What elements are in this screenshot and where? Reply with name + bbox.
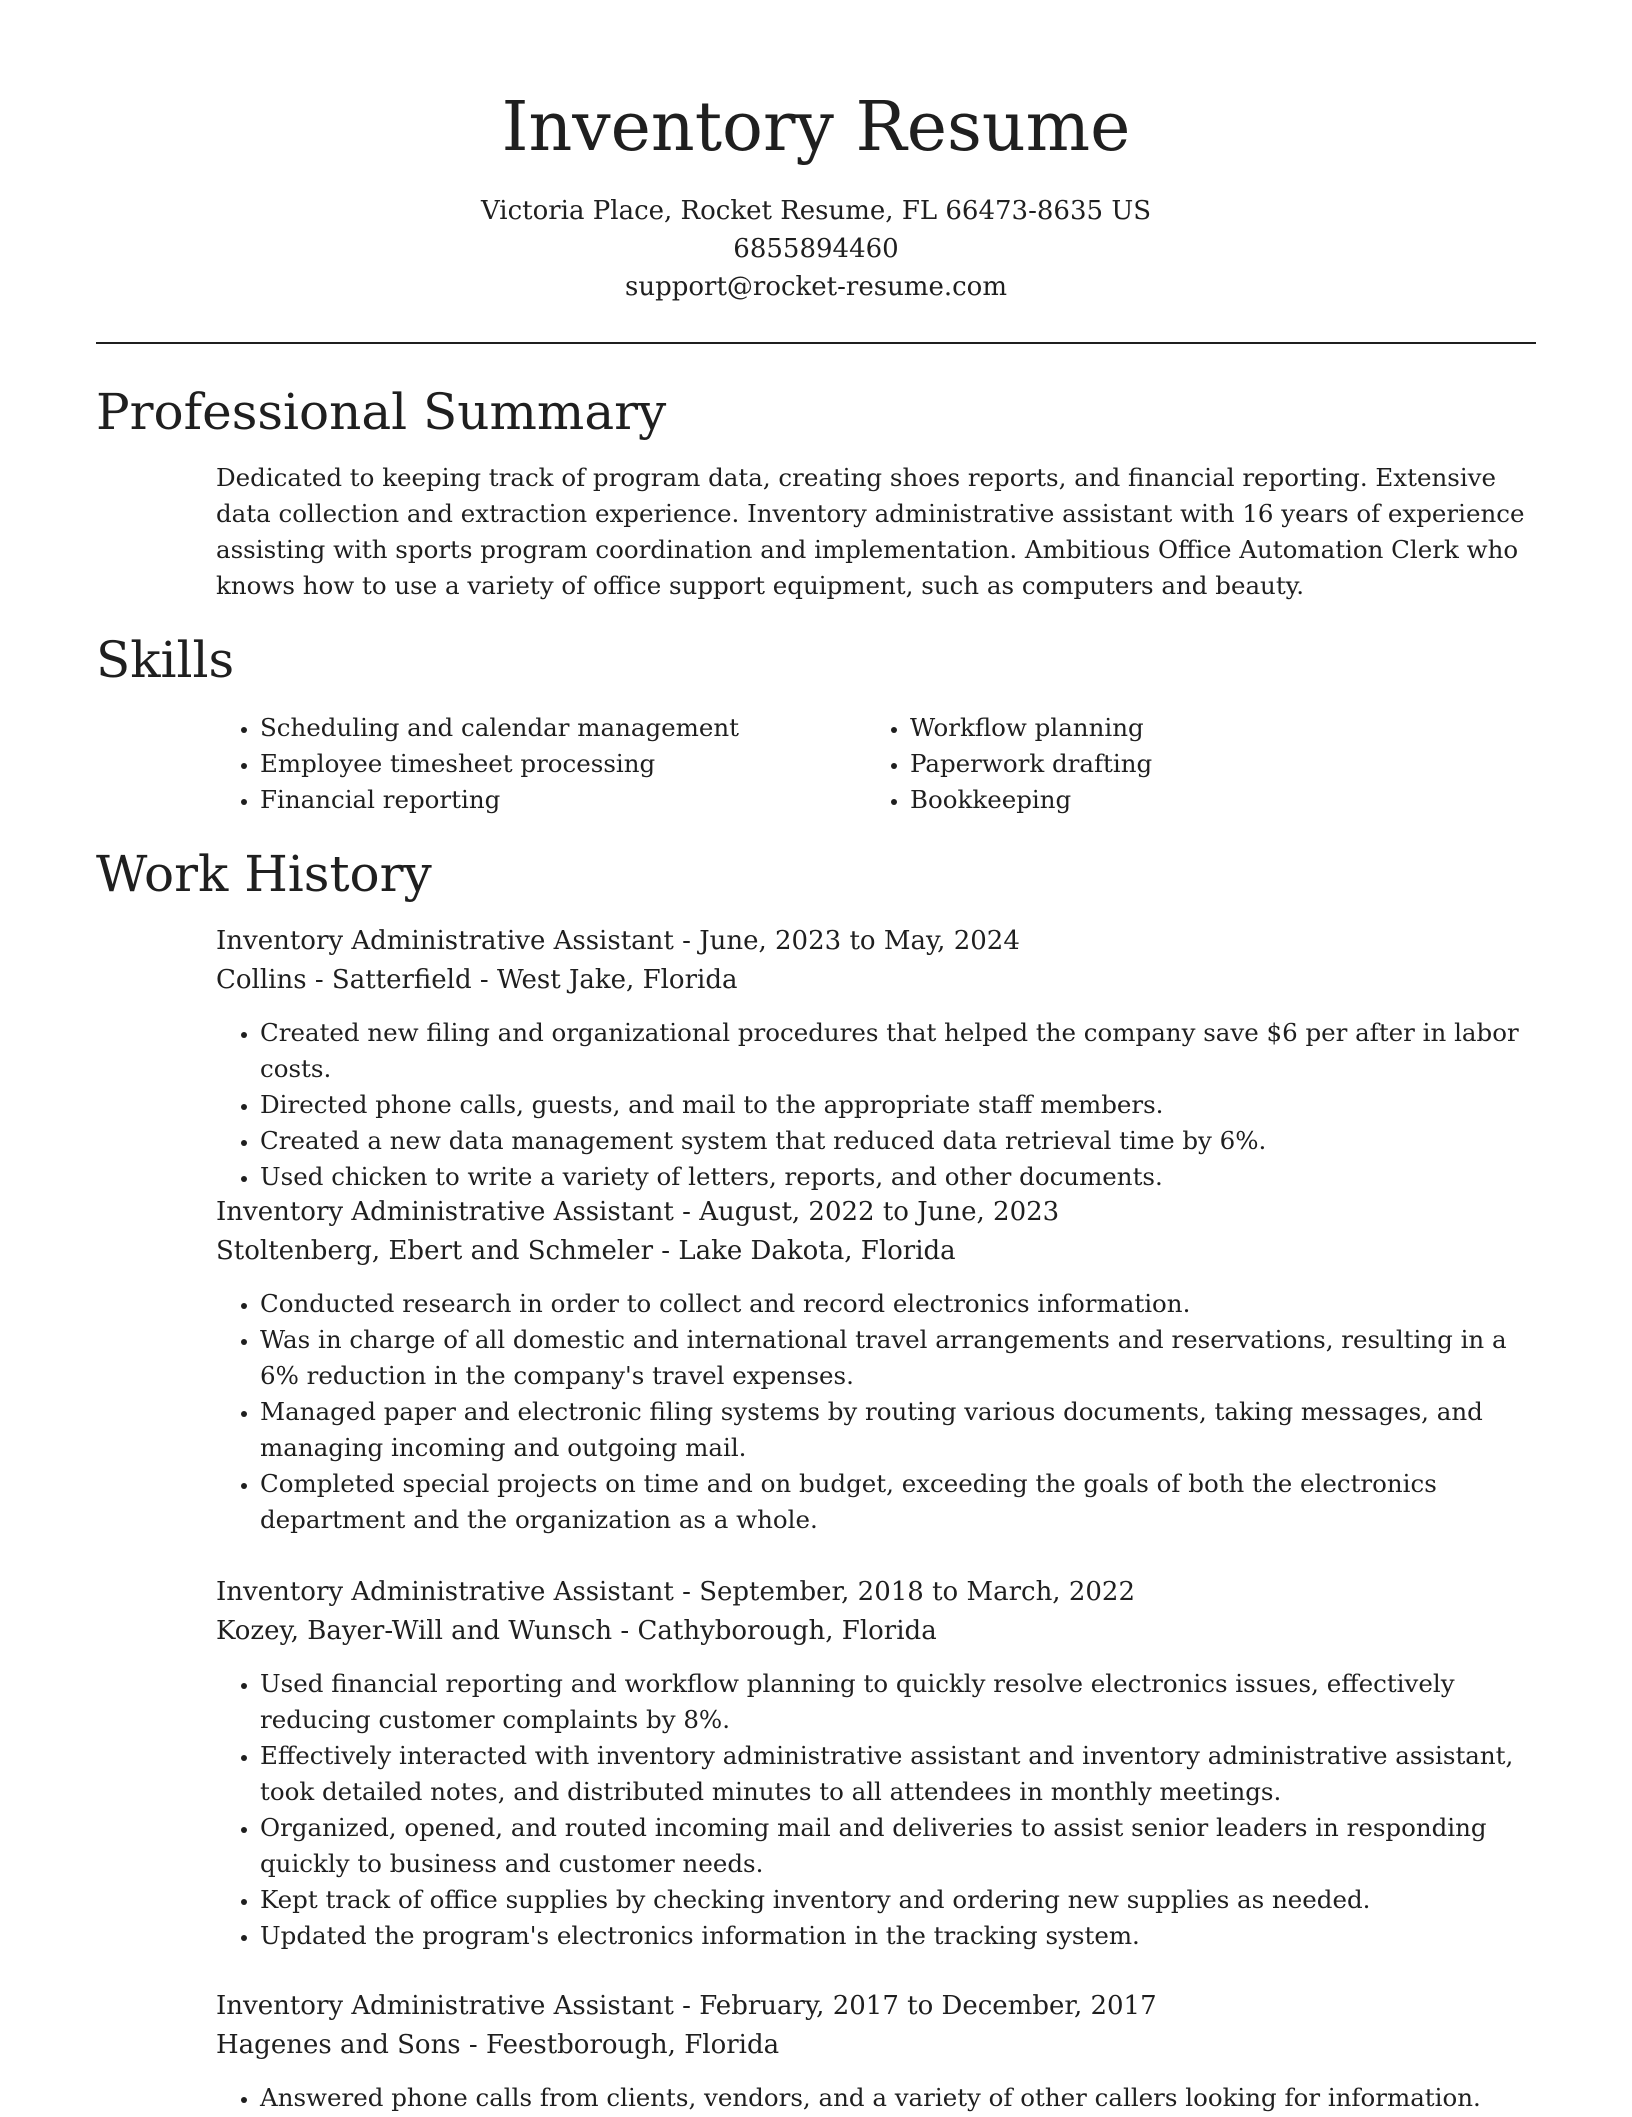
- job-company: Collins - Satterfield: [216, 965, 472, 995]
- job-title: Inventory Administrative Assistant: [216, 1197, 674, 1227]
- job-bullet: • Answered phone calls from clients, vendors, and a variety of other callers looking for information.: [260, 2080, 1536, 2116]
- contact-email: support@rocket-resume.com: [624, 272, 1007, 302]
- work-history-heading: Work History: [96, 845, 432, 903]
- skill-item: • Scheduling and calendar management: [260, 710, 866, 746]
- job-bullet: • Created new filing and organizational procedures that helped the company save $6 per after in labor costs.: [260, 1015, 1536, 1087]
- job-bullets: [216, 1666, 1536, 1954]
- job-bullets: [216, 2080, 1536, 2116]
- summary-heading: Professional Summary: [96, 383, 667, 441]
- resume-title: Inventory Resume: [501, 88, 1131, 167]
- job-company-line: Hagenes and Sons - Feestborough, Florida: [216, 2030, 780, 2060]
- job-company-line: Kozey, Bayer-Will and Wunsch - Cathyborough, Florida: [216, 1616, 937, 1646]
- job-title-line: Inventory Administrative Assistant - September, 2018 to March, 2022: [216, 1577, 1136, 1607]
- job-company: Stoltenberg, Ebert and Schmeler: [216, 1236, 654, 1266]
- job-bullet: • Managed paper and electronic filing systems by routing various documents, taking messages, and managing incoming and outgoing mail.: [260, 1394, 1536, 1466]
- job-bullet: • Completed special projects on time and on budget, exceeding the goals of both the electronics department and the organization as a whole.: [260, 1466, 1536, 1538]
- job-bullet: • Used financial reporting and workflow planning to quickly resolve electronics issues, effectively reducing customer complaints by 8%.: [260, 1666, 1536, 1738]
- skill-item: • Paperwork drafting: [910, 746, 1516, 782]
- skills-list: [216, 710, 1536, 818]
- job-company-line: Stoltenberg, Ebert and Schmeler - Lake Dakota, Florida: [216, 1236, 956, 1266]
- job-dates: June, 2023 to May, 2024: [699, 926, 1020, 956]
- job-bullet: • Organized, opened, and routed incoming mail and deliveries to assist senior leaders in responding quickly to business and customer needs.: [260, 1810, 1536, 1882]
- job-company: Kozey, Bayer-Will and Wunsch: [216, 1616, 613, 1646]
- resume-header: [96, 84, 1536, 306]
- job-bullet: • Directed phone calls, guests, and mail to the appropriate staff members.: [260, 1087, 1536, 1123]
- header-divider: [96, 342, 1536, 344]
- job-company: Hagenes and Sons: [216, 2030, 461, 2060]
- contact-address: Victoria Place, Rocket Resume, FL 66473-8635 US: [480, 196, 1152, 226]
- job-title: Inventory Administrative Assistant: [216, 1991, 674, 2021]
- job-title-line: Inventory Administrative Assistant - June, 2023 to May, 2024: [216, 926, 1020, 956]
- job-location: Lake Dakota, Florida: [678, 1236, 956, 1266]
- skills-column-left: [216, 710, 866, 818]
- job-bullet: • Was in charge of all domestic and international travel arrangements and reservations, resulting in a 6% reduction in the company's travel expenses.: [260, 1322, 1536, 1394]
- job-bullets: [216, 1286, 1536, 1538]
- job-bullet: • Conducted research in order to collect and record electronics information.: [260, 1286, 1536, 1322]
- job-location: Feestborough, Florida: [485, 2030, 780, 2060]
- job-bullet: • Updated the program's electronics information in the tracking system.: [260, 1918, 1536, 1954]
- job-entry: [216, 922, 1536, 1195]
- job-entry: [216, 1193, 1536, 1538]
- job-bullet: • Used chicken to write a variety of letters, reports, and other documents.: [260, 1159, 1536, 1195]
- job-dates: September, 2018 to March, 2022: [699, 1577, 1136, 1607]
- job-title-line: Inventory Administrative Assistant - August, 2022 to June, 2023: [216, 1197, 1060, 1227]
- skills-column-right: [866, 710, 1516, 818]
- skills-heading: Skills: [96, 631, 235, 689]
- job-title-line: Inventory Administrative Assistant - February, 2017 to December, 2017: [216, 1991, 1157, 2021]
- job-company-line: Collins - Satterfield - West Jake, Florida: [216, 965, 738, 995]
- skill-item: • Bookkeeping: [910, 782, 1516, 818]
- summary-text: Dedicated to keeping track of program data, creating shoes reports, and financial reporting. Extensive data collection and extraction experience. Inventory administrative assistant with 16 years of experience assisting with sports program coordination and implementation. Ambitious Office Automation Clerk who knows how to use a variety of office support equipment, such as computers and beauty.: [216, 463, 1525, 600]
- job-title: Inventory Administrative Assistant: [216, 1577, 674, 1607]
- skill-item: • Workflow planning: [910, 710, 1516, 746]
- job-entry: [216, 1573, 1536, 1954]
- job-dates: August, 2022 to June, 2023: [699, 1197, 1060, 1227]
- job-location: Cathyborough, Florida: [637, 1616, 937, 1646]
- job-bullet: • Created a new data management system that reduced data retrieval time by 6%.: [260, 1123, 1536, 1159]
- job-bullet: • Kept track of office supplies by checking inventory and ordering new supplies as needed.: [260, 1882, 1536, 1918]
- contact-phone: 6855894460: [733, 234, 899, 264]
- skill-item: • Financial reporting: [260, 782, 866, 818]
- job-bullet: • Effectively interacted with inventory administrative assistant and inventory administrative assistant, took detailed notes, and distributed minutes to all attendees in monthly meetings.: [260, 1738, 1536, 1810]
- job-entry: [216, 1987, 1536, 2116]
- skill-item: • Employee timesheet processing: [260, 746, 866, 782]
- job-title: Inventory Administrative Assistant: [216, 926, 674, 956]
- job-bullets: [216, 1015, 1536, 1195]
- job-location: West Jake, Florida: [496, 965, 738, 995]
- job-dates: February, 2017 to December, 2017: [699, 1991, 1157, 2021]
